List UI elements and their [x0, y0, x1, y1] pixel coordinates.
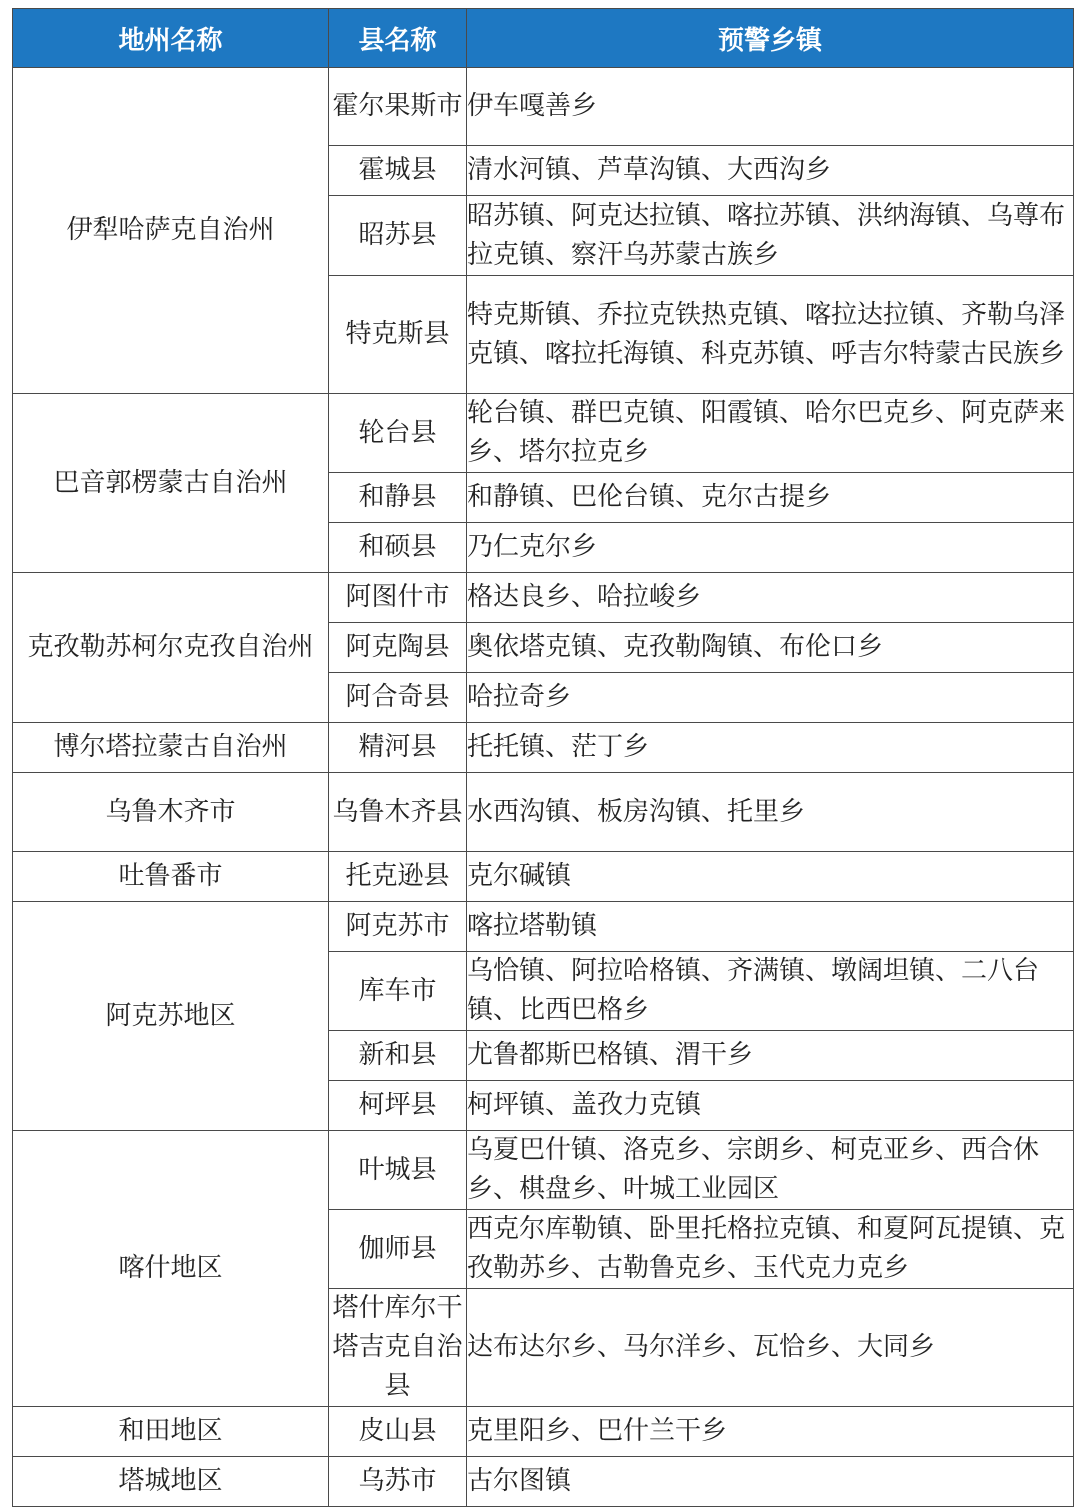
region-cell: 和田地区: [13, 1407, 329, 1457]
towns-cell: 昭苏镇、阿克达拉镇、喀拉苏镇、洪纳海镇、乌尊布拉克镇、察汗乌苏蒙古族乡: [467, 196, 1074, 276]
county-cell: 精河县: [329, 723, 467, 773]
county-cell: 塔什库尔干塔吉克自治县: [329, 1289, 467, 1407]
towns-cell: 克里阳乡、巴什兰干乡: [467, 1407, 1074, 1457]
county-cell: 霍尔果斯市: [329, 68, 467, 146]
towns-cell: 乌夏巴什镇、洛克乡、宗朗乡、柯克亚乡、西合休乡、棋盘乡、叶城工业园区: [467, 1131, 1074, 1210]
towns-cell: 和静镇、巴伦台镇、克尔古提乡: [467, 473, 1074, 523]
header-region: 地州名称: [13, 9, 329, 68]
county-cell: 乌鲁木齐县: [329, 773, 467, 852]
table-row: [13, 773, 1074, 852]
towns-cell: 乃仁克尔乡: [467, 523, 1074, 573]
region-cell: 喀什地区: [13, 1131, 329, 1407]
table-row: [13, 573, 1074, 623]
warning-table: [12, 8, 1074, 1507]
county-cell: 叶城县: [329, 1131, 467, 1210]
table-body: [13, 68, 1074, 1507]
county-cell: 特克斯县: [329, 276, 467, 394]
towns-cell: 尤鲁都斯巴格镇、渭干乡: [467, 1031, 1074, 1081]
region-cell: 克孜勒苏柯尔克孜自治州: [13, 573, 329, 723]
county-cell: 伽师县: [329, 1210, 467, 1289]
county-cell: 托克逊县: [329, 852, 467, 902]
header-row: [13, 9, 1074, 68]
towns-cell: 奥依塔克镇、克孜勒陶镇、布伦口乡: [467, 623, 1074, 673]
towns-cell: 格达良乡、哈拉峻乡: [467, 573, 1074, 623]
county-cell: 轮台县: [329, 394, 467, 473]
region-cell: 阿克苏地区: [13, 902, 329, 1131]
county-cell: 阿合奇县: [329, 673, 467, 723]
header-towns: 预警乡镇: [467, 9, 1074, 68]
towns-cell: 哈拉奇乡: [467, 673, 1074, 723]
county-cell: 柯坪县: [329, 1081, 467, 1131]
county-cell: 阿图什市: [329, 573, 467, 623]
table-row: [13, 1407, 1074, 1457]
towns-cell: 轮台镇、群巴克镇、阳霞镇、哈尔巴克乡、阿克萨来乡、塔尔拉克乡: [467, 394, 1074, 473]
table-row: [13, 1131, 1074, 1210]
county-cell: 库车市: [329, 952, 467, 1031]
county-cell: 霍城县: [329, 146, 467, 196]
towns-cell: 西克尔库勒镇、卧里托格拉克镇、和夏阿瓦提镇、克孜勒苏乡、古勒鲁克乡、玉代克力克乡: [467, 1210, 1074, 1289]
region-cell: 吐鲁番市: [13, 852, 329, 902]
county-cell: 阿克陶县: [329, 623, 467, 673]
towns-cell: 水西沟镇、板房沟镇、托里乡: [467, 773, 1074, 852]
table-row: [13, 68, 1074, 146]
table-row: [13, 902, 1074, 952]
towns-cell: 古尔图镇: [467, 1457, 1074, 1507]
table-row: [13, 394, 1074, 473]
towns-cell: 特克斯镇、乔拉克铁热克镇、喀拉达拉镇、齐勒乌泽克镇、喀拉托海镇、科克苏镇、呼吉尔特蒙古民族乡: [467, 276, 1074, 394]
region-cell: 塔城地区: [13, 1457, 329, 1507]
region-cell: 乌鲁木齐市: [13, 773, 329, 852]
county-cell: 皮山县: [329, 1407, 467, 1457]
county-cell: 和硕县: [329, 523, 467, 573]
towns-cell: 伊车嘎善乡: [467, 68, 1074, 146]
table-row: [13, 723, 1074, 773]
region-cell: 伊犁哈萨克自治州: [13, 68, 329, 394]
table-row: [13, 1457, 1074, 1507]
table-row: [13, 852, 1074, 902]
region-cell: 博尔塔拉蒙古自治州: [13, 723, 329, 773]
towns-cell: 乌恰镇、阿拉哈格镇、齐满镇、墩阔坦镇、二八台镇、比西巴格乡: [467, 952, 1074, 1031]
towns-cell: 达布达尔乡、马尔洋乡、瓦恰乡、大同乡: [467, 1289, 1074, 1407]
towns-cell: 克尔碱镇: [467, 852, 1074, 902]
towns-cell: 柯坪镇、盖孜力克镇: [467, 1081, 1074, 1131]
county-cell: 阿克苏市: [329, 902, 467, 952]
region-cell: 巴音郭楞蒙古自治州: [13, 394, 329, 573]
county-cell: 新和县: [329, 1031, 467, 1081]
county-cell: 乌苏市: [329, 1457, 467, 1507]
county-cell: 昭苏县: [329, 196, 467, 276]
towns-cell: 清水河镇、芦草沟镇、大西沟乡: [467, 146, 1074, 196]
county-cell: 和静县: [329, 473, 467, 523]
header-county: 县名称: [329, 9, 467, 68]
towns-cell: 托托镇、茫丁乡: [467, 723, 1074, 773]
towns-cell: 喀拉塔勒镇: [467, 902, 1074, 952]
